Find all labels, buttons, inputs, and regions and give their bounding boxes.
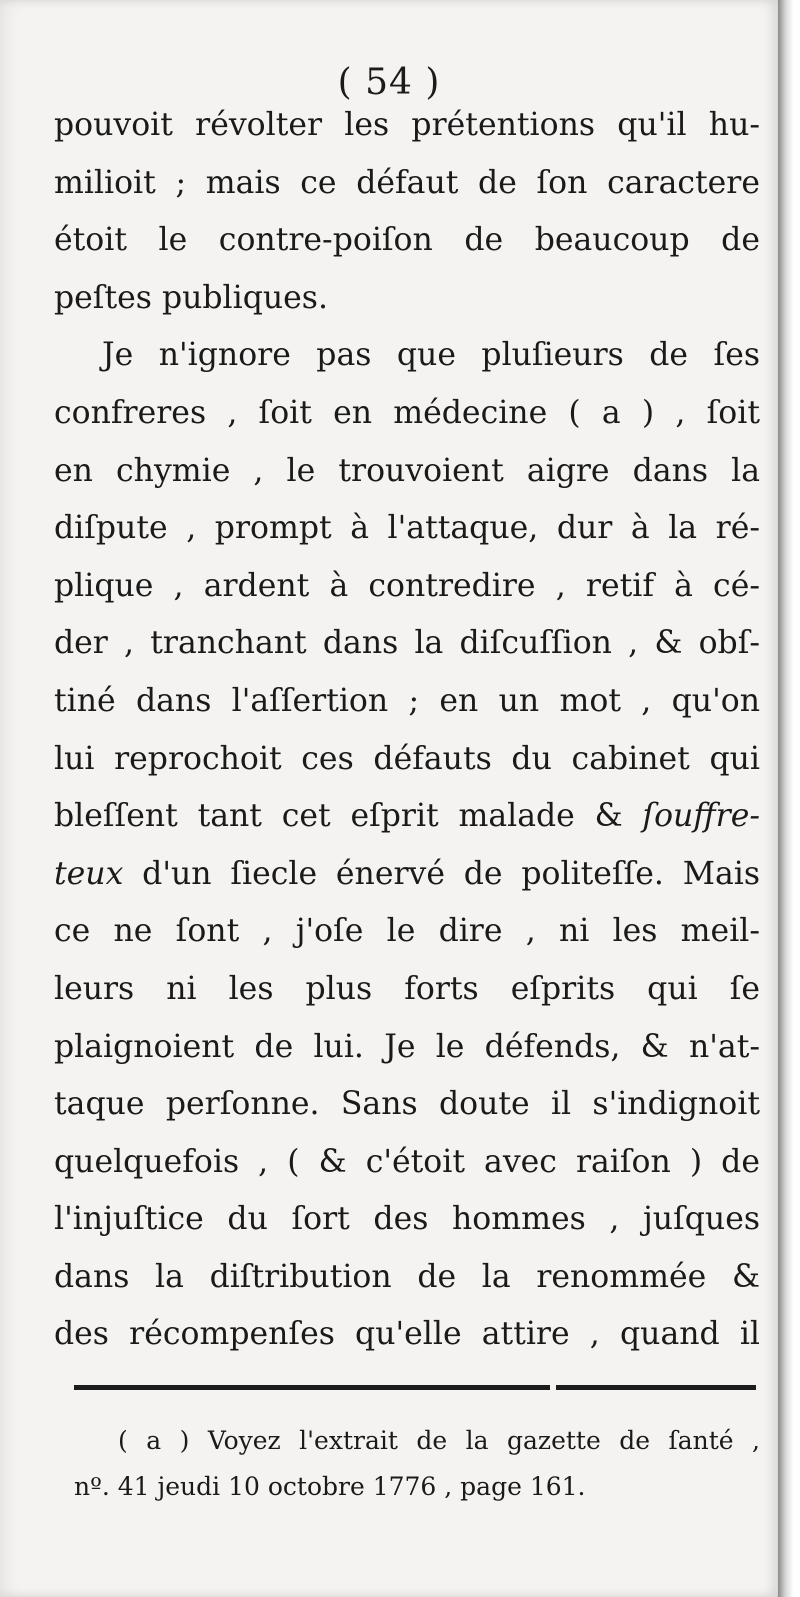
footnote-rule bbox=[556, 1385, 756, 1390]
text-line: taque perſonne. Sans doute il s'indignoit bbox=[54, 1086, 760, 1123]
text-line: leurs ni les plus forts eſprits qui ſe bbox=[54, 970, 760, 1007]
text-line: peſtes publiques. bbox=[54, 279, 328, 316]
text-segment: bleſſent tant cet eſprit malade & bbox=[54, 798, 643, 835]
text-line: diſpute , prompt à l'attaque, dur à la ré- bbox=[54, 510, 760, 547]
text-line: tiné dans l'aſſertion ; en un mot , qu'on bbox=[54, 682, 760, 719]
italic-word: teux bbox=[54, 855, 124, 892]
text-line: pouvoit révolter les prétentions qu'il hu- bbox=[54, 107, 760, 143]
page-edge-shadow bbox=[778, 0, 800, 1597]
footnote bbox=[74, 1418, 760, 1510]
text-line: plaignoient de lui. Je le défends, & n'at- bbox=[54, 1028, 760, 1065]
text-line: plique , ardent à contredire , retif à cé- bbox=[54, 567, 760, 604]
text-line: des récompenſes qu'elle attire , quand il bbox=[54, 1316, 760, 1353]
text-line: étoit le contre-poiſon de beaucoup de bbox=[54, 222, 760, 259]
footnote-rule bbox=[74, 1385, 550, 1390]
text-line: der , tranchant dans la diſcuſſion , & obſ- bbox=[54, 625, 760, 662]
text-line-mixed bbox=[54, 846, 760, 904]
footnote-line: nº. 41 jeudi 10 octobre 1776 , page 161. bbox=[74, 1472, 586, 1501]
text-line: confreres , ſoit en médecine ( a ) , ſoit bbox=[54, 394, 760, 431]
text-line: lui reprochoit ces défauts du cabinet qui bbox=[54, 740, 760, 777]
text-line: milioit ; mais ce défaut de ſon caractere bbox=[54, 164, 760, 201]
text-line-mixed bbox=[54, 788, 760, 846]
main-text bbox=[54, 97, 760, 1364]
footnote-line: ( a ) Voyez l'extrait de la gazette de ſanté , bbox=[118, 1426, 760, 1455]
text-line: ce ne ſont , j'oſe le dire , ni les meil- bbox=[54, 913, 760, 950]
text-line: Je n'ignore pas que pluſieurs de ſes bbox=[102, 337, 760, 374]
text-line: l'injuſtice du ſort des hommes , juſques bbox=[54, 1201, 760, 1238]
text-line: quelquefois , ( & c'étoit avec raiſon ) de bbox=[54, 1143, 760, 1180]
text-line: en chymie , le trouvoient aigre dans la bbox=[54, 452, 760, 489]
text-line: dans la diſtribution de la renommée & bbox=[54, 1258, 760, 1295]
italic-word: ſouffre- bbox=[642, 798, 760, 835]
page-number: ( 54 ) bbox=[337, 62, 441, 103]
text-segment: d'un ſiecle énervé de politeſſe. Mais bbox=[123, 855, 760, 892]
